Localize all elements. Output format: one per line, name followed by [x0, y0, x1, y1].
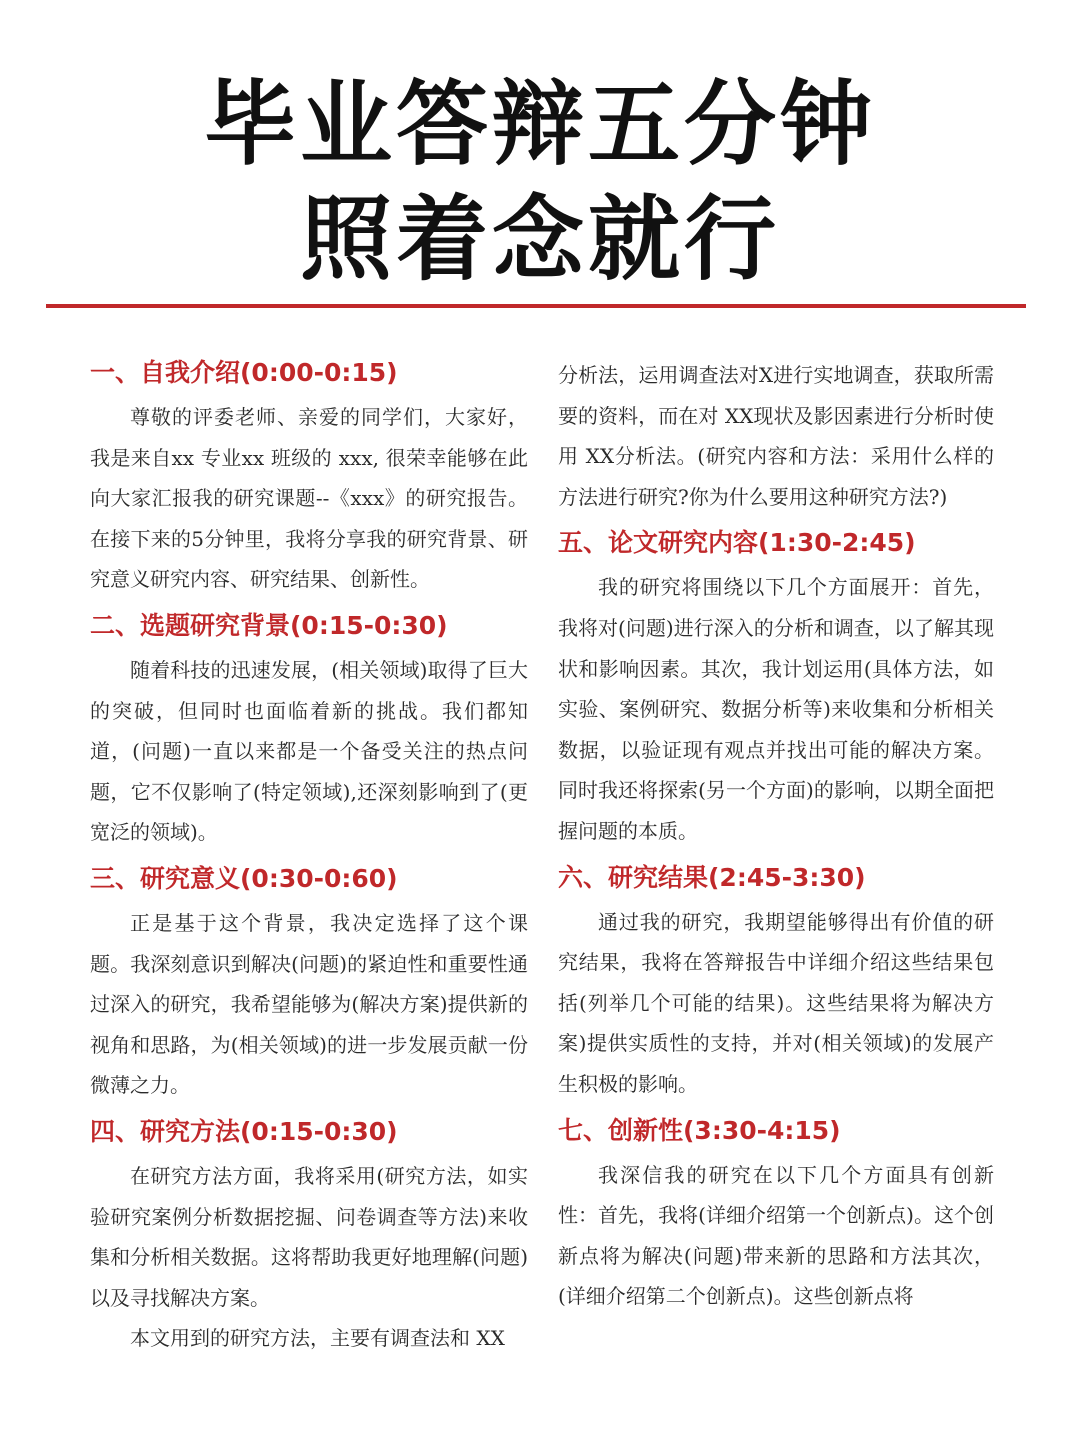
section-paragraph: 随着科技的迅速发展，(相关领域)取得了巨大的突破，但同时也面临着新的挑战。我们都知道，(问题)一直以来都是一个备受关注的热点问题，它不仅影响了(特定领域),还深刻影响到了(更宽泛的领域)。 — [90, 657, 528, 845]
title-divider — [46, 304, 1026, 308]
section-paragraph: 尊敬的评委老师、亲爱的同学们，大家好，我是来自xx 专业xx 班级的 xxx, 很荣幸能够在此向大家汇报我的研究课题--《xxx》的研究报告。在接下来的5分钟里，我将分享我的研究背景、研究意义研究内容、研究结果、创新性。 — [90, 405, 528, 592]
section-heading: 三、研究意义(0:30-0:60) — [90, 863, 398, 893]
section-innovation — [558, 1113, 994, 1317]
section-paragraph: 通过我的研究，我期望能够得出有价值的研究结果，我将在答辩报告中详细介绍这些结果包括(列举几个可能的结果)。这些结果将为解决方案)提供实质性的支持，并对(相关领域)的发展产生积极的影响。 — [558, 909, 994, 1096]
section-paragraph: 我的研究将围绕以下几个方面展开：首先，我将对(问题)进行深入的分析和调查，以了解其现状和影响因素。其次，我计划运用(具体方法，如实验、案例研究、数据分析等)来收集和分析相关数据，以验证现有观点并找出可能的解决方案。同时我还将探索(另一个方面)的影响，以期全面把握问题的本质。 — [558, 575, 994, 843]
section-heading: 四、研究方法(0:15-0:30) — [90, 1116, 398, 1146]
section-methods — [90, 1114, 528, 1359]
section-significance — [90, 861, 528, 1106]
left-column — [90, 355, 528, 1359]
section-paragraph: 正是基于这个背景，我决定选择了这个课题。我深刻意识到解决(问题)的紧迫性和重要性通过深入的研究，我希望能够为(解决方案)提供新的视角和思路，为(相关领域)的进一步发展贡献一份微薄之力。 — [90, 910, 528, 1098]
section-background — [90, 608, 528, 853]
right-column — [558, 355, 994, 1317]
section-heading: 五、论文研究内容(1:30-2:45) — [558, 528, 916, 558]
section-heading: 二、选题研究背景(0:15-0:30) — [90, 610, 448, 640]
section-paragraph: 在研究方法方面，我将采用(研究方法，如实验研究案例分析数据挖掘、问卷调查等方法)来收集和分析相关数据。这将帮助我更好地理解(问题)以及寻找解决方案。 — [90, 1163, 528, 1310]
section-content — [558, 525, 994, 851]
section-heading: 七、创新性(3:30-4:15) — [558, 1115, 841, 1145]
section-paragraph: 本文用到的研究方法，主要有调查法和 XX — [130, 1326, 505, 1351]
section-paragraph-continued: 分析法，运用调查法对X进行实地调查，获取所需要的资料，而在对 XX现状及影因素进行分析时使用 XX分析法。(研究内容和方法：采用什么样的方法进行研究?你为什么要用这种研究方法?) — [558, 363, 994, 509]
page-title-line-1: 毕业答辩五分钟 — [203, 71, 876, 178]
page-title-line-2: 照着念就行 — [299, 186, 780, 293]
section-paragraph: 我深信我的研究在以下几个方面具有创新性：首先，我将(详细介绍第一个创新点)。这个创新点将为解决(问题)带来新的思路和方法其次，(详细介绍第二个创新点)。这些创新点将 — [558, 1162, 994, 1309]
section-heading: 一、自我介绍(0:00-0:15) — [90, 358, 398, 387]
section-heading: 六、研究结果(2:45-3:30) — [558, 862, 866, 892]
section-results — [558, 860, 994, 1105]
section-self-intro — [90, 355, 528, 600]
